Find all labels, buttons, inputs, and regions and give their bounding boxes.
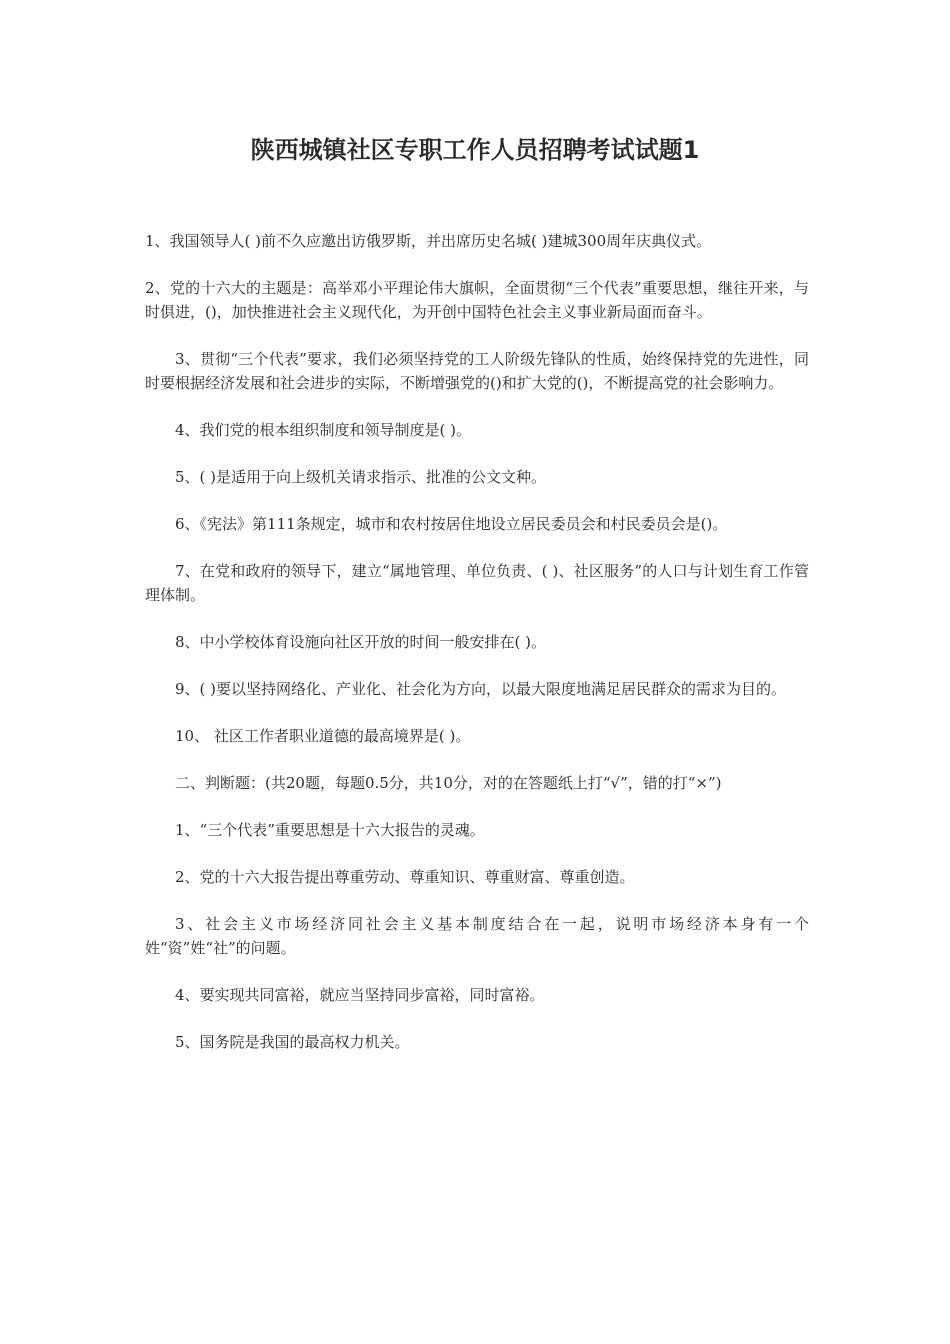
question-paragraph: 4、要实现共同富裕，就应当坚持同步富裕，同时富裕。 bbox=[175, 986, 545, 1004]
document-body bbox=[145, 229, 809, 1077]
question-paragraph: 二、判断题：(共20题，每题0.5分，共10分，对的在答题纸上打“√”，错的打“×”) bbox=[175, 774, 722, 792]
question-paragraph: 3、贯彻“三个代表”要求，我们必须坚持党的工人阶级先锋队的性质，始终保持党的先进性，同时要根据经济发展和社会进步的实际，不断增强党的()和扩大党的()，不断提高党的社会影响力。 bbox=[145, 350, 809, 392]
document-title: 陕西城镇社区专职工作人员招聘考试试题1 bbox=[250, 136, 700, 164]
question-paragraph: 5、( )是适用于向上级机关请求指示、批准的公文文种。 bbox=[175, 468, 547, 486]
question-paragraph: 10、 社区工作者职业道德的最高境界是( )。 bbox=[175, 727, 471, 745]
question-paragraph: 1、“三个代表”重要思想是十六大报告的灵魂。 bbox=[175, 821, 485, 839]
question-paragraph: 5、国务院是我国的最高权力机关。 bbox=[175, 1033, 410, 1051]
question-paragraph: 1、我国领导人( )前不久应邀出访俄罗斯，并出席历史名城( )建城300周年庆典仪式。 bbox=[145, 232, 712, 250]
question-paragraph: 2、党的十六大的主题是：高举邓小平理论伟大旗帜，全面贯彻“三个代表”重要思想，继往开来，与时俱进，()，加快推进社会主义现代化，为开创中国特色社会主义事业新局面而奋斗。 bbox=[145, 279, 809, 321]
question-paragraph: 9、( )要以坚持网络化、产业化、社会化为方向，以最大限度地满足居民群众的需求为目的。 bbox=[175, 680, 787, 698]
question-paragraph: 4、我们党的根本组织制度和领导制度是( )。 bbox=[175, 421, 472, 439]
question-paragraph: 8、中小学校体育设施向社区开放的时间一般安排在( )。 bbox=[175, 633, 547, 651]
question-paragraph: 6、《宪法》第111条规定，城市和农村按居住地设立居民委员会和村民委员会是()。 bbox=[175, 515, 728, 533]
question-paragraph: 2、党的十六大报告提出尊重劳动、尊重知识、尊重财富、尊重创造。 bbox=[175, 868, 635, 886]
question-paragraph: 3、社会主义市场经济同社会主义基本制度结合在一起，说明市场经济本身有一个姓“资”姓“社”的问题。 bbox=[145, 915, 809, 957]
question-paragraph: 7、在党和政府的领导下，建立“属地管理、单位负责、( )、社区服务”的人口与计划生育工作管理体制。 bbox=[145, 562, 809, 604]
